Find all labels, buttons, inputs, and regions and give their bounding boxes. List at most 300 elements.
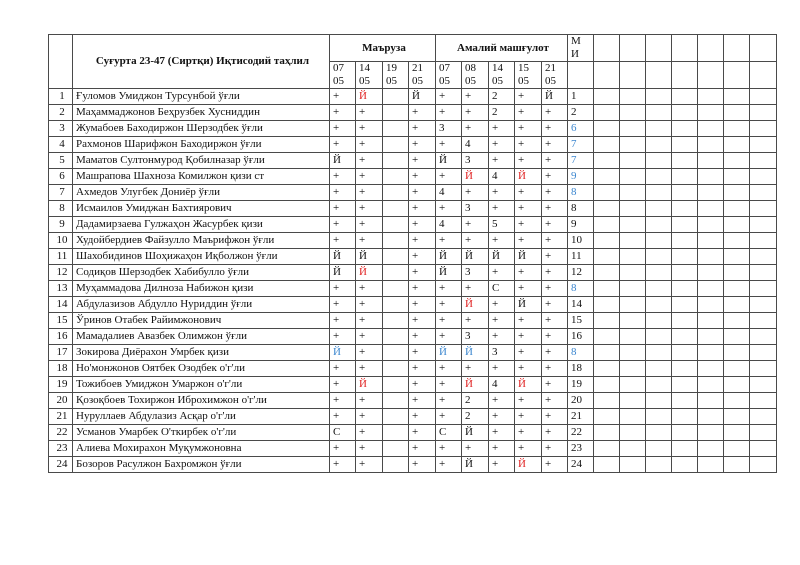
empty-cell xyxy=(646,441,672,457)
practice-mark: + xyxy=(489,121,515,137)
empty-cell xyxy=(698,153,724,169)
date-day: 15 xyxy=(518,62,529,74)
practice-mark: + xyxy=(489,153,515,169)
empty-cell xyxy=(672,409,698,425)
empty-cell xyxy=(620,217,646,233)
table-row xyxy=(49,249,777,265)
student-score: 22 xyxy=(568,425,594,441)
lecture-mark: + xyxy=(356,201,383,217)
attendance-sheet xyxy=(48,34,777,473)
lecture-mark: + xyxy=(356,361,383,377)
practice-mark: 4 xyxy=(489,169,515,185)
empty-cell xyxy=(724,265,750,281)
empty-cell xyxy=(594,409,620,425)
empty-cell xyxy=(646,281,672,297)
empty-cell xyxy=(724,121,750,137)
lecture-mark xyxy=(383,201,409,217)
lecture-mark: + xyxy=(330,89,356,105)
practice-mark: 2 xyxy=(489,89,515,105)
empty-cell xyxy=(594,62,620,89)
empty-cell xyxy=(724,169,750,185)
lecture-mark xyxy=(383,281,409,297)
lecture-mark: + xyxy=(409,137,436,153)
empty-cell xyxy=(646,265,672,281)
empty-cell xyxy=(646,217,672,233)
lecture-date-1 xyxy=(330,62,356,89)
empty-cell xyxy=(672,185,698,201)
table-row xyxy=(49,345,777,361)
practice-mark: + xyxy=(489,361,515,377)
practice-mark: Й xyxy=(515,457,542,473)
lecture-mark xyxy=(383,457,409,473)
student-score: 15 xyxy=(568,313,594,329)
practice-mark: + xyxy=(515,201,542,217)
empty-cell xyxy=(620,62,646,89)
empty-cell xyxy=(594,249,620,265)
practice-mark: + xyxy=(515,361,542,377)
practice-mark: + xyxy=(542,169,568,185)
empty-cell xyxy=(620,313,646,329)
header-row-top xyxy=(49,35,777,62)
practice-mark: + xyxy=(515,393,542,409)
empty-cell xyxy=(646,89,672,105)
practice-mark: + xyxy=(542,249,568,265)
practice-mark: 4 xyxy=(462,137,489,153)
empty-cell xyxy=(750,361,777,377)
practice-mark: Й xyxy=(462,345,489,361)
student-score: 12 xyxy=(568,265,594,281)
lecture-mark: + xyxy=(409,361,436,377)
lecture-mark: + xyxy=(330,441,356,457)
student-name: Маҳаммаджонов Беҳрузбек Хусниддин xyxy=(73,105,330,121)
lecture-date-4 xyxy=(409,62,436,89)
practice-mark: 3 xyxy=(489,345,515,361)
lecture-mark: + xyxy=(409,441,436,457)
practice-mark: Й xyxy=(515,377,542,393)
mi-header-line-2: И xyxy=(571,48,579,60)
table-row xyxy=(49,377,777,393)
empty-cell xyxy=(724,441,750,457)
empty-cell xyxy=(594,281,620,297)
practice-mark: + xyxy=(542,409,568,425)
lecture-mark: + xyxy=(409,169,436,185)
student-score: 9 xyxy=(568,217,594,233)
empty-cell xyxy=(620,153,646,169)
empty-cell xyxy=(672,329,698,345)
student-name: Тожибоев Умиджон Умаржон о'г'ли xyxy=(73,377,330,393)
lecture-mark xyxy=(383,313,409,329)
empty-cell xyxy=(672,121,698,137)
row-number: 23 xyxy=(49,441,73,457)
empty-cell xyxy=(724,185,750,201)
empty-cell xyxy=(750,281,777,297)
practice-mark: + xyxy=(489,265,515,281)
empty-cell xyxy=(750,217,777,233)
practice-mark: 2 xyxy=(462,409,489,425)
empty-cell xyxy=(724,409,750,425)
practice-mark: + xyxy=(542,329,568,345)
practice-header: Амалий машғулот xyxy=(436,35,568,62)
empty-cell xyxy=(620,393,646,409)
practice-mark: + xyxy=(462,441,489,457)
date-day: 07 xyxy=(439,62,450,74)
empty-cell xyxy=(620,345,646,361)
empty-cell xyxy=(724,297,750,313)
lecture-header: Маъруза xyxy=(330,35,436,62)
date-month: 05 xyxy=(465,75,476,87)
date-month: 05 xyxy=(412,75,423,87)
student-name: Маматов Султонмурод Қобилназар ўғли xyxy=(73,153,330,169)
row-number: 3 xyxy=(49,121,73,137)
empty-cell xyxy=(724,249,750,265)
lecture-mark: + xyxy=(356,313,383,329)
empty-cell xyxy=(698,185,724,201)
date-day: 21 xyxy=(412,62,423,74)
empty-cell xyxy=(698,169,724,185)
empty-cell xyxy=(620,201,646,217)
lecture-mark: + xyxy=(409,393,436,409)
practice-mark: Й xyxy=(436,345,462,361)
practice-mark: + xyxy=(462,361,489,377)
practice-mark: + xyxy=(436,329,462,345)
lecture-mark: + xyxy=(409,249,436,265)
practice-mark: + xyxy=(462,281,489,297)
lecture-mark: + xyxy=(330,169,356,185)
table-row xyxy=(49,329,777,345)
lecture-mark: + xyxy=(330,217,356,233)
practice-mark: + xyxy=(515,105,542,121)
empty-cell xyxy=(594,153,620,169)
empty-cell xyxy=(724,377,750,393)
practice-mark: Й xyxy=(515,297,542,313)
empty-cell xyxy=(646,105,672,121)
lecture-mark: Й xyxy=(356,89,383,105)
practice-mark: + xyxy=(515,233,542,249)
empty-cell xyxy=(620,297,646,313)
mi-header-line-1: М xyxy=(571,35,581,47)
practice-mark: + xyxy=(515,185,542,201)
empty-cell xyxy=(672,425,698,441)
practice-date-3 xyxy=(489,62,515,89)
table-row xyxy=(49,185,777,201)
row-number: 6 xyxy=(49,169,73,185)
empty-cell xyxy=(672,393,698,409)
empty-cell xyxy=(620,137,646,153)
empty-cell xyxy=(750,153,777,169)
empty-cell xyxy=(724,393,750,409)
student-score: 8 xyxy=(568,185,594,201)
course-title: Суғурта 23-47 (Сиртқи) Иқтисодий таҳлил xyxy=(73,35,330,89)
table-row xyxy=(49,265,777,281)
student-name: Жумабоев Баходиржон Шерзодбек ўғли xyxy=(73,121,330,137)
practice-date-4 xyxy=(515,62,542,89)
practice-mark: + xyxy=(489,457,515,473)
table-row xyxy=(49,393,777,409)
lecture-mark xyxy=(383,105,409,121)
practice-mark: 3 xyxy=(462,329,489,345)
date-day: 14 xyxy=(492,62,503,74)
empty-cell xyxy=(698,377,724,393)
practice-date-1 xyxy=(436,62,462,89)
date-month: 05 xyxy=(545,75,556,87)
table-row xyxy=(49,201,777,217)
lecture-mark: + xyxy=(330,233,356,249)
empty-cell xyxy=(724,329,750,345)
lecture-mark: + xyxy=(356,409,383,425)
empty-cell xyxy=(750,377,777,393)
empty-cell xyxy=(672,153,698,169)
lecture-mark: + xyxy=(356,457,383,473)
empty-cell xyxy=(672,233,698,249)
student-name: Муҳаммадова Дилноза Набижон қизи xyxy=(73,281,330,297)
lecture-mark: + xyxy=(409,425,436,441)
practice-mark: 5 xyxy=(489,217,515,233)
empty-cell xyxy=(698,233,724,249)
practice-mark: + xyxy=(489,329,515,345)
practice-mark: + xyxy=(462,233,489,249)
lecture-mark xyxy=(383,361,409,377)
lecture-mark: + xyxy=(356,121,383,137)
row-number: 12 xyxy=(49,265,73,281)
empty-cell xyxy=(698,249,724,265)
student-name: Алиева Мохирахон Муқумжоновна xyxy=(73,441,330,457)
row-number: 24 xyxy=(49,457,73,473)
row-number: 21 xyxy=(49,409,73,425)
student-name: Бозоров Расулжон Бахромжон ўғли xyxy=(73,457,330,473)
practice-mark: Й xyxy=(462,377,489,393)
table-row xyxy=(49,441,777,457)
practice-mark: + xyxy=(462,121,489,137)
row-number: 2 xyxy=(49,105,73,121)
student-name: Машрапова Шахноза Комилжон қизи ст xyxy=(73,169,330,185)
practice-mark: 3 xyxy=(462,201,489,217)
empty-cell xyxy=(750,329,777,345)
student-name: Рахмонов Шарифжон Баходиржон ўғли xyxy=(73,137,330,153)
empty-cell xyxy=(750,265,777,281)
table-row xyxy=(49,169,777,185)
lecture-date-2 xyxy=(356,62,383,89)
empty-cell xyxy=(750,457,777,473)
date-day: 08 xyxy=(465,62,476,74)
lecture-mark xyxy=(383,393,409,409)
practice-mark: + xyxy=(542,153,568,169)
lecture-mark: + xyxy=(409,217,436,233)
empty-cell xyxy=(646,457,672,473)
lecture-mark xyxy=(383,345,409,361)
practice-mark: 2 xyxy=(489,105,515,121)
practice-date-2 xyxy=(462,62,489,89)
empty-cell xyxy=(646,425,672,441)
empty-cell xyxy=(620,89,646,105)
lecture-mark: + xyxy=(356,329,383,345)
practice-mark: + xyxy=(542,265,568,281)
student-score: 1 xyxy=(568,89,594,105)
empty-cell xyxy=(594,345,620,361)
student-score: 10 xyxy=(568,233,594,249)
practice-mark: + xyxy=(436,393,462,409)
empty-cell xyxy=(568,62,594,89)
empty-cell xyxy=(646,313,672,329)
practice-mark: + xyxy=(436,233,462,249)
practice-mark: + xyxy=(515,217,542,233)
empty-cell xyxy=(620,233,646,249)
empty-cell xyxy=(594,35,620,62)
empty-cell xyxy=(620,441,646,457)
practice-mark: + xyxy=(436,169,462,185)
lecture-mark: + xyxy=(409,105,436,121)
empty-cell xyxy=(672,457,698,473)
lecture-mark: + xyxy=(356,425,383,441)
lecture-mark: Й xyxy=(356,249,383,265)
lecture-mark xyxy=(383,137,409,153)
student-score: 24 xyxy=(568,457,594,473)
lecture-mark: Й xyxy=(330,249,356,265)
practice-mark: Й xyxy=(436,153,462,169)
empty-cell xyxy=(646,233,672,249)
lecture-mark: + xyxy=(356,153,383,169)
student-name: Ғуломов Умиджон Турсунбой ўғли xyxy=(73,89,330,105)
empty-cell xyxy=(698,313,724,329)
empty-cell xyxy=(672,297,698,313)
practice-mark: 3 xyxy=(462,153,489,169)
empty-cell xyxy=(698,281,724,297)
empty-cell xyxy=(750,89,777,105)
row-number: 1 xyxy=(49,89,73,105)
practice-mark: + xyxy=(542,345,568,361)
row-number: 18 xyxy=(49,361,73,377)
practice-mark: + xyxy=(489,201,515,217)
date-month: 05 xyxy=(359,75,370,87)
empty-cell xyxy=(698,121,724,137)
empty-cell xyxy=(672,201,698,217)
empty-cell xyxy=(698,89,724,105)
practice-mark: + xyxy=(515,153,542,169)
lecture-mark xyxy=(383,409,409,425)
practice-mark: + xyxy=(515,137,542,153)
practice-mark: + xyxy=(542,201,568,217)
practice-mark: + xyxy=(462,89,489,105)
lecture-mark: + xyxy=(356,281,383,297)
lecture-mark: + xyxy=(356,233,383,249)
empty-cell xyxy=(594,377,620,393)
row-number: 10 xyxy=(49,233,73,249)
empty-cell xyxy=(646,377,672,393)
empty-cell xyxy=(646,185,672,201)
practice-mark: + xyxy=(542,233,568,249)
practice-mark: + xyxy=(515,281,542,297)
header-number-cell xyxy=(49,35,73,89)
lecture-mark: Й xyxy=(330,153,356,169)
table-row xyxy=(49,281,777,297)
empty-cell xyxy=(620,281,646,297)
practice-mark: + xyxy=(489,233,515,249)
empty-cell xyxy=(698,425,724,441)
lecture-mark: + xyxy=(409,457,436,473)
table-row xyxy=(49,121,777,137)
student-score: 8 xyxy=(568,201,594,217)
empty-cell xyxy=(724,62,750,89)
empty-cell xyxy=(672,89,698,105)
lecture-mark xyxy=(383,185,409,201)
empty-cell xyxy=(724,361,750,377)
lecture-mark: + xyxy=(356,185,383,201)
student-score: 8 xyxy=(568,281,594,297)
practice-mark: Й xyxy=(462,457,489,473)
empty-cell xyxy=(594,361,620,377)
lecture-mark: Й xyxy=(330,345,356,361)
row-number: 9 xyxy=(49,217,73,233)
practice-mark: Й xyxy=(462,425,489,441)
row-number: 13 xyxy=(49,281,73,297)
practice-mark: + xyxy=(436,201,462,217)
empty-cell xyxy=(620,457,646,473)
practice-mark: + xyxy=(489,409,515,425)
empty-cell xyxy=(698,409,724,425)
empty-cell xyxy=(724,35,750,62)
empty-cell xyxy=(620,169,646,185)
practice-mark: + xyxy=(515,425,542,441)
lecture-mark: + xyxy=(409,409,436,425)
empty-cell xyxy=(750,249,777,265)
student-name: Дадамирзаева Гулжаҳон Жасурбек қизи xyxy=(73,217,330,233)
row-number: 14 xyxy=(49,297,73,313)
table-row xyxy=(49,105,777,121)
lecture-mark: + xyxy=(409,265,436,281)
lecture-mark: Й xyxy=(409,89,436,105)
practice-mark: + xyxy=(436,297,462,313)
practice-mark: + xyxy=(542,105,568,121)
empty-cell xyxy=(620,35,646,62)
lecture-mark: + xyxy=(330,457,356,473)
practice-mark: 4 xyxy=(436,185,462,201)
student-name: Нуруллаев Абдулазиз Асқар о'г'ли xyxy=(73,409,330,425)
empty-cell xyxy=(620,329,646,345)
practice-mark: Й xyxy=(462,297,489,313)
lecture-mark: + xyxy=(330,393,356,409)
empty-cell xyxy=(724,281,750,297)
student-name: Содиқов Шерзодбек Хабибулло ўғли xyxy=(73,265,330,281)
lecture-mark: + xyxy=(356,137,383,153)
practice-mark: + xyxy=(489,297,515,313)
empty-cell xyxy=(698,217,724,233)
empty-cell xyxy=(724,233,750,249)
empty-cell xyxy=(672,377,698,393)
lecture-mark: + xyxy=(330,201,356,217)
empty-cell xyxy=(698,457,724,473)
practice-mark: + xyxy=(462,217,489,233)
lecture-mark xyxy=(383,297,409,313)
lecture-mark: + xyxy=(409,121,436,137)
practice-mark: + xyxy=(462,185,489,201)
lecture-mark: + xyxy=(330,281,356,297)
empty-cell xyxy=(698,201,724,217)
table-row xyxy=(49,409,777,425)
practice-mark: Й xyxy=(462,169,489,185)
empty-cell xyxy=(698,441,724,457)
empty-cell xyxy=(672,35,698,62)
empty-cell xyxy=(594,265,620,281)
date-month: 05 xyxy=(492,75,503,87)
empty-cell xyxy=(750,313,777,329)
practice-mark: + xyxy=(515,345,542,361)
empty-cell xyxy=(698,265,724,281)
row-number: 4 xyxy=(49,137,73,153)
practice-mark: + xyxy=(542,425,568,441)
empty-cell xyxy=(750,105,777,121)
practice-mark: + xyxy=(489,393,515,409)
practice-mark: + xyxy=(515,329,542,345)
practice-mark: + xyxy=(436,361,462,377)
